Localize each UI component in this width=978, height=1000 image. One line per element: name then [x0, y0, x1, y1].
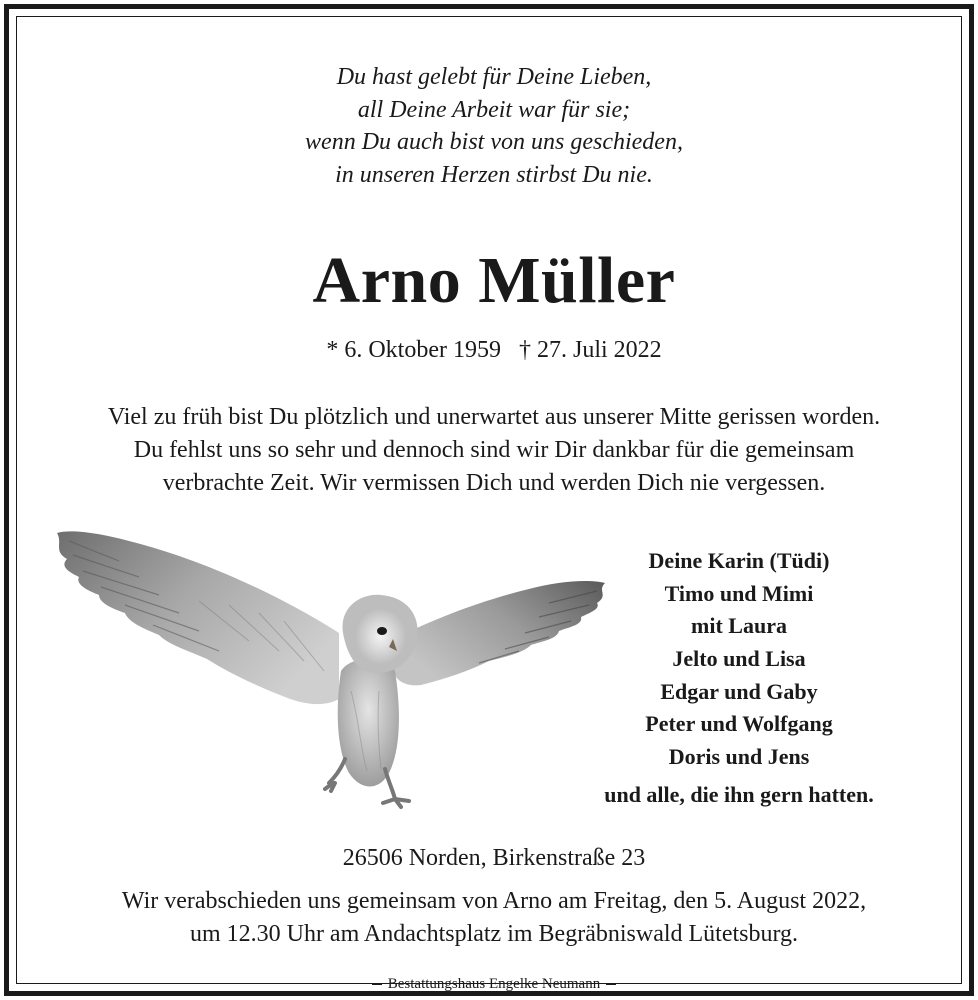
mourner-line: Edgar und Gaby: [660, 678, 818, 704]
mourner-line: Timo und Mimi: [664, 580, 814, 606]
life-dates: [9, 335, 978, 365]
mourner-line: Jelto und Lisa: [672, 646, 806, 672]
memorial-verse: [9, 61, 978, 191]
birth-date: * 6. Oktober 1959: [326, 337, 501, 363]
mourner-line: Peter und Wolfgang: [645, 711, 833, 737]
farewell-message: [9, 401, 978, 500]
mourner-line: mit Laura: [691, 613, 787, 639]
message-line: verbrachte Zeit. Wir vermissen Dich und werden Dich nie vergessen.: [162, 470, 826, 496]
verse-line: wenn Du auch bist von uns geschieden,: [305, 129, 683, 155]
death-date: † 27. Juli 2022: [518, 337, 662, 363]
mourner-line: Deine Karin (Tüdi): [648, 548, 830, 573]
address: 26506 Norden, Birkenstraße 23: [342, 845, 646, 871]
verse-line: Du hast gelebt für Deine Lieben,: [336, 64, 652, 90]
barn-owl-flying-photo: [49, 521, 619, 821]
footer-rule-left: [372, 984, 382, 985]
funeral-line: Wir verabschieden uns gemeinsam von Arno am Freitag, den 5. August 2022,: [121, 888, 867, 914]
message-line: Du fehlst uns so sehr und dennoch sind wir Dir dankbar für die gemeinsam: [133, 437, 855, 463]
verse-line: all Deine Arbeit war für sie;: [357, 96, 631, 123]
message-line: Viel zu früh bist Du plötzlich und unerwartet aus unserer Mitte gerissen worden.: [107, 404, 881, 430]
funeral-announcement: [9, 885, 978, 951]
obituary-notice: [4, 4, 974, 996]
footer-rule-right: [606, 984, 616, 985]
mourner-closing: und alle, die ihn gern hatten.: [604, 781, 874, 807]
funeral-home-credit: [9, 974, 978, 994]
mourners-list: [559, 545, 919, 812]
funeral-line: um 12.30 Uhr am Andachtsplatz im Begräbniswald Lütetsburg.: [189, 921, 799, 947]
deceased-name: Arno Müller: [312, 244, 676, 317]
verse-line: in unseren Herzen stirbst Du nie.: [335, 161, 653, 188]
mourner-line: Doris und Jens: [668, 744, 810, 770]
funeral-home-name: Bestattungshaus Engelke Neumann: [387, 975, 601, 992]
